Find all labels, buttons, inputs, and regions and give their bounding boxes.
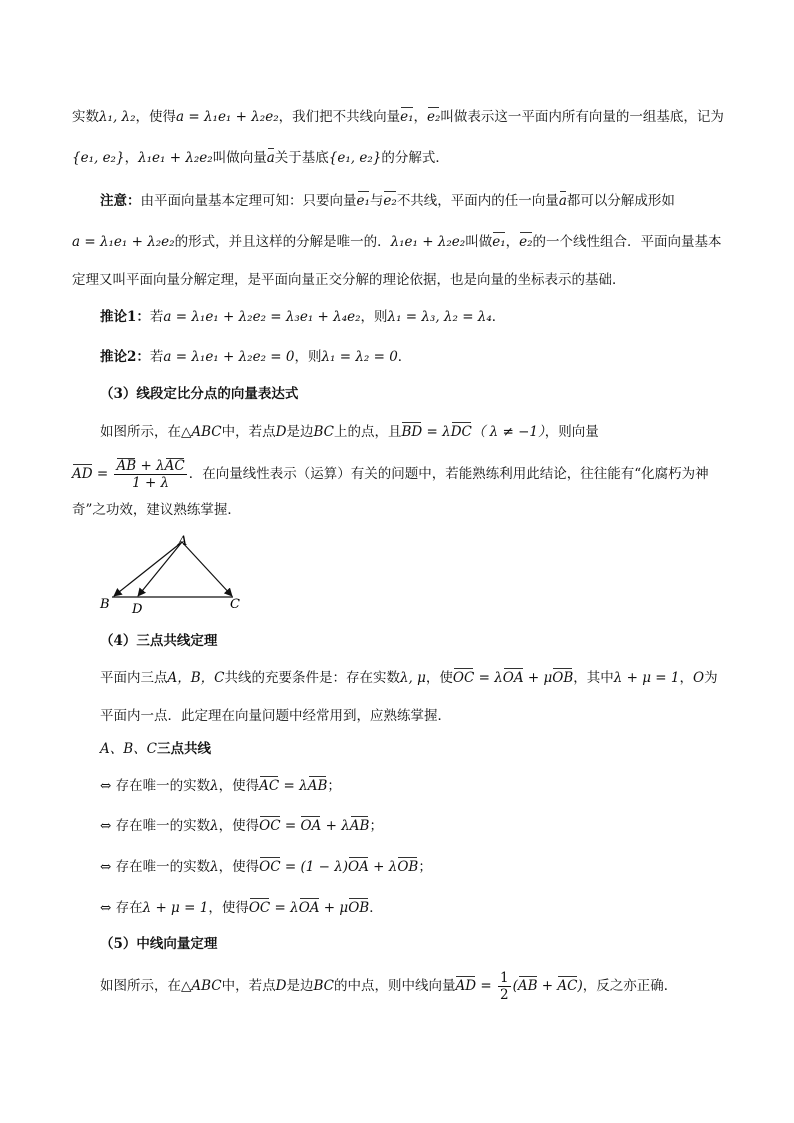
text: ． <box>491 309 506 325</box>
text: 的形式，并且这样的分解是唯一的． <box>174 234 391 250</box>
collinear-subheading <box>100 739 211 759</box>
vector-e2: e₂ <box>519 234 533 250</box>
vector-ad: AD <box>455 978 477 994</box>
point-d: D <box>275 424 287 440</box>
vector-ac: AC <box>557 978 578 994</box>
text: + λ <box>136 458 165 474</box>
text: 若 <box>149 349 164 365</box>
text: ； <box>418 859 432 875</box>
text: ， <box>505 234 520 250</box>
vector-e1: e₁ <box>400 109 414 125</box>
text: ，则向量 <box>544 424 599 440</box>
text: ，使 <box>425 670 453 686</box>
text: 如图所示，在 <box>100 978 181 994</box>
text: ，使得 <box>218 818 260 834</box>
lambda-condition: （ λ ≠ −1） <box>471 424 545 440</box>
note-label: 注意： <box>100 193 141 209</box>
half-fraction <box>498 970 511 1003</box>
vector-ab-arrow <box>114 542 182 596</box>
note-line-2 <box>72 232 722 252</box>
text: ． <box>397 349 412 365</box>
text: 叫做表示这一平面内所有向量的一组基底，记为 <box>440 109 724 125</box>
vector-ab: AB <box>307 778 328 794</box>
text: 关于基底 <box>274 150 329 166</box>
segment-bc: BC <box>313 978 334 994</box>
corollary-equation: a = λ₁e₁ + λ₂e₂ = 0 <box>163 349 295 365</box>
basis-definition-line-2 <box>72 148 449 168</box>
text: ，使得 <box>135 109 177 125</box>
corollary-label: 推论1： <box>100 309 150 325</box>
points-abc: A，B，C <box>167 670 225 686</box>
text: ，其中 <box>573 670 614 686</box>
text: 共线的充要条件是：存在实数 <box>224 670 400 686</box>
text: 中，若点 <box>221 978 276 994</box>
basis-set: {e₁, e₂} <box>328 150 382 166</box>
text: ，反之亦正确． <box>582 978 678 994</box>
fraction-numerator: 1 <box>499 970 509 986</box>
vector-ac-arrow <box>182 542 232 596</box>
section3-line-1 <box>100 422 599 442</box>
text: = λ <box>270 900 299 916</box>
section5-line-1 <box>100 970 677 1003</box>
text: 定理又叫平面向量分解定理，是平面向量正交分解的理论依据，也是向量的坐标表示的基础． <box>72 272 626 288</box>
text: + μ <box>523 670 553 686</box>
lambda: λ <box>210 818 219 834</box>
label-c: C <box>230 597 240 612</box>
text: + λ <box>321 818 350 834</box>
lambda-pair: λ₁, λ₂ <box>99 109 136 125</box>
text: ( <box>512 978 518 994</box>
vector-ad: AD <box>72 466 93 482</box>
text: ，使得 <box>208 900 249 916</box>
text: 叫做向量 <box>212 150 267 166</box>
section4-line-2 <box>100 706 451 726</box>
lambda-mu-sum: λ + μ = 1 <box>613 670 680 686</box>
text: = <box>92 466 113 482</box>
equivalent-condition-2 <box>100 816 383 836</box>
text: 如图所示，在 <box>100 424 181 440</box>
corollary-1 <box>100 307 505 327</box>
vector-oa: OA <box>348 859 369 875</box>
collinear-label: 三点共线 <box>157 741 211 757</box>
section3-line-3 <box>72 500 241 520</box>
triangle-abc: △ABC <box>181 978 222 994</box>
section-heading-5: （5）中线向量定理 <box>100 936 218 952</box>
label-a: A <box>178 534 188 549</box>
lambda: λ <box>210 778 219 794</box>
basis-set: {e₁, e₂} <box>72 150 125 166</box>
vector-oc: OC <box>259 859 281 875</box>
text: ，则 <box>360 309 388 325</box>
text: 叫做 <box>465 234 493 250</box>
section-formula-fraction <box>114 458 186 491</box>
vector-ab: AB <box>349 818 370 834</box>
text: 若 <box>149 309 164 325</box>
text: = (1 − λ) <box>280 859 349 875</box>
vector-bd: BD <box>401 424 423 440</box>
vector-oa: OA <box>298 900 320 916</box>
text: 平面内三点 <box>100 670 168 686</box>
vector-e1: e₁ <box>356 193 370 209</box>
text: ⇔ 存在唯一的实数 <box>100 818 211 834</box>
text: ， <box>679 670 693 686</box>
text: 平面内一点．此定理在向量问题中经常用到，应熟练掌握． <box>100 708 451 724</box>
corollary-label: 推论2： <box>100 349 150 365</box>
corollary-result: λ₁ = λ₃, λ₂ = λ₄ <box>387 309 492 325</box>
vector-ob: OB <box>348 900 370 916</box>
text: 奇”之功效，建议熟练掌握． <box>72 502 241 518</box>
lambda-mu: λ, μ <box>400 670 426 686</box>
corollary-2 <box>100 347 411 367</box>
segment-bc: BC <box>313 424 334 440</box>
vector-a: a <box>558 193 567 209</box>
section3-line-2 <box>72 458 709 491</box>
text: 的一个线性组合．平面向量基本 <box>532 234 722 250</box>
text: ， <box>124 150 139 166</box>
triangle-abc: △ABC <box>181 424 222 440</box>
text: ．在向量线性表示（运算）有关的问题中，若能熟练利用此结论，往往能有“化腐朽为神 <box>188 466 709 482</box>
equivalent-condition-4 <box>100 898 383 918</box>
text: 的分解式． <box>381 150 449 166</box>
point-d: D <box>275 978 287 994</box>
text: ， <box>413 109 428 125</box>
text: ，我们把不共线向量 <box>278 109 401 125</box>
text: 实数 <box>72 109 99 125</box>
vector-ob: OB <box>397 859 419 875</box>
vector-e2: e₂ <box>383 193 397 209</box>
text: 的中点，则中线向量 <box>333 978 456 994</box>
corollary-result: λ₁ = λ₂ = 0 <box>321 349 398 365</box>
vector-ad-arrow <box>138 542 182 596</box>
text: 为 <box>704 670 718 686</box>
vector-oa: OA <box>300 818 322 834</box>
decomposition-equation: a = λ₁e₁ + λ₂e₂ <box>176 109 279 125</box>
text: = <box>476 978 496 994</box>
vector-a: a <box>266 150 275 166</box>
note-line-3 <box>72 270 626 290</box>
point-o: O <box>693 670 705 686</box>
text: = λ <box>474 670 503 686</box>
corollary-equation: a = λ₁e₁ + λ₂e₂ = λ₃e₁ + λ₄e₂ <box>163 309 361 325</box>
text: ，使得 <box>218 778 260 794</box>
linear-combination: λ₁e₁ + λ₂e₂ <box>138 150 213 166</box>
basis-definition-line-1 <box>72 107 724 127</box>
text: 是边 <box>286 978 314 994</box>
vector-oc: OC <box>452 670 475 686</box>
text: ) <box>577 978 583 994</box>
text: = <box>280 818 301 834</box>
points-abc: A、B、C <box>100 741 157 757</box>
vector-dc: DC <box>450 424 472 440</box>
lambda-mu-sum: λ + μ = 1 <box>142 900 209 916</box>
triangle-figure <box>96 533 256 618</box>
text: = λ <box>422 424 451 440</box>
vector-ac: AC <box>164 458 185 474</box>
decomposition-equation: a = λ₁e₁ + λ₂e₂ <box>72 234 175 250</box>
vector-oc: OC <box>259 818 281 834</box>
section-heading-3: （3）线段定比分点的向量表达式 <box>100 386 299 402</box>
text: 不共线，平面内的任一向量 <box>396 193 559 209</box>
text: 与 <box>369 193 384 209</box>
text: 都可以分解成形如 <box>566 193 675 209</box>
vector-ac: AC <box>259 778 280 794</box>
vector-ab: AB <box>517 978 538 994</box>
text: ⇔ 存在 <box>100 900 143 916</box>
fraction-denominator: 2 <box>499 987 509 1003</box>
text: ，则 <box>294 349 322 365</box>
text: + λ <box>368 859 398 875</box>
text: 上的点，且 <box>333 424 402 440</box>
section4-line-1 <box>100 668 718 688</box>
vector-e2: e₂ <box>427 109 441 125</box>
text: + μ <box>319 900 349 916</box>
vector-e1: e₁ <box>492 234 506 250</box>
vector-ab: AB <box>116 458 137 474</box>
vector-ob: OB <box>552 670 574 686</box>
vector-oa: OA <box>502 670 524 686</box>
equivalent-condition-1 <box>100 776 341 796</box>
fraction-numerator <box>114 458 186 475</box>
text: 中，若点 <box>221 424 276 440</box>
note-line-1 <box>100 191 675 211</box>
text: ． <box>369 900 383 916</box>
fraction-denominator: 1 + λ <box>132 475 170 491</box>
text: ； <box>369 818 383 834</box>
equivalent-condition-3 <box>100 857 432 877</box>
text: ，使得 <box>218 859 260 875</box>
vector-oc: OC <box>248 900 271 916</box>
text: 由平面向量基本定理可知：只要向量 <box>140 193 357 209</box>
label-b: B <box>100 597 110 612</box>
linear-combination: λ₁e₁ + λ₂e₂ <box>390 234 466 250</box>
text: ⇔ 存在唯一的实数 <box>100 859 211 875</box>
label-d: D <box>132 602 143 617</box>
section-heading-4: （4）三点共线定理 <box>100 633 218 649</box>
lambda: λ <box>210 859 219 875</box>
text: + <box>537 978 558 994</box>
text: = λ <box>279 778 308 794</box>
text: ； <box>327 778 341 794</box>
text: ⇔ 存在唯一的实数 <box>100 778 211 794</box>
text: 是边 <box>286 424 314 440</box>
